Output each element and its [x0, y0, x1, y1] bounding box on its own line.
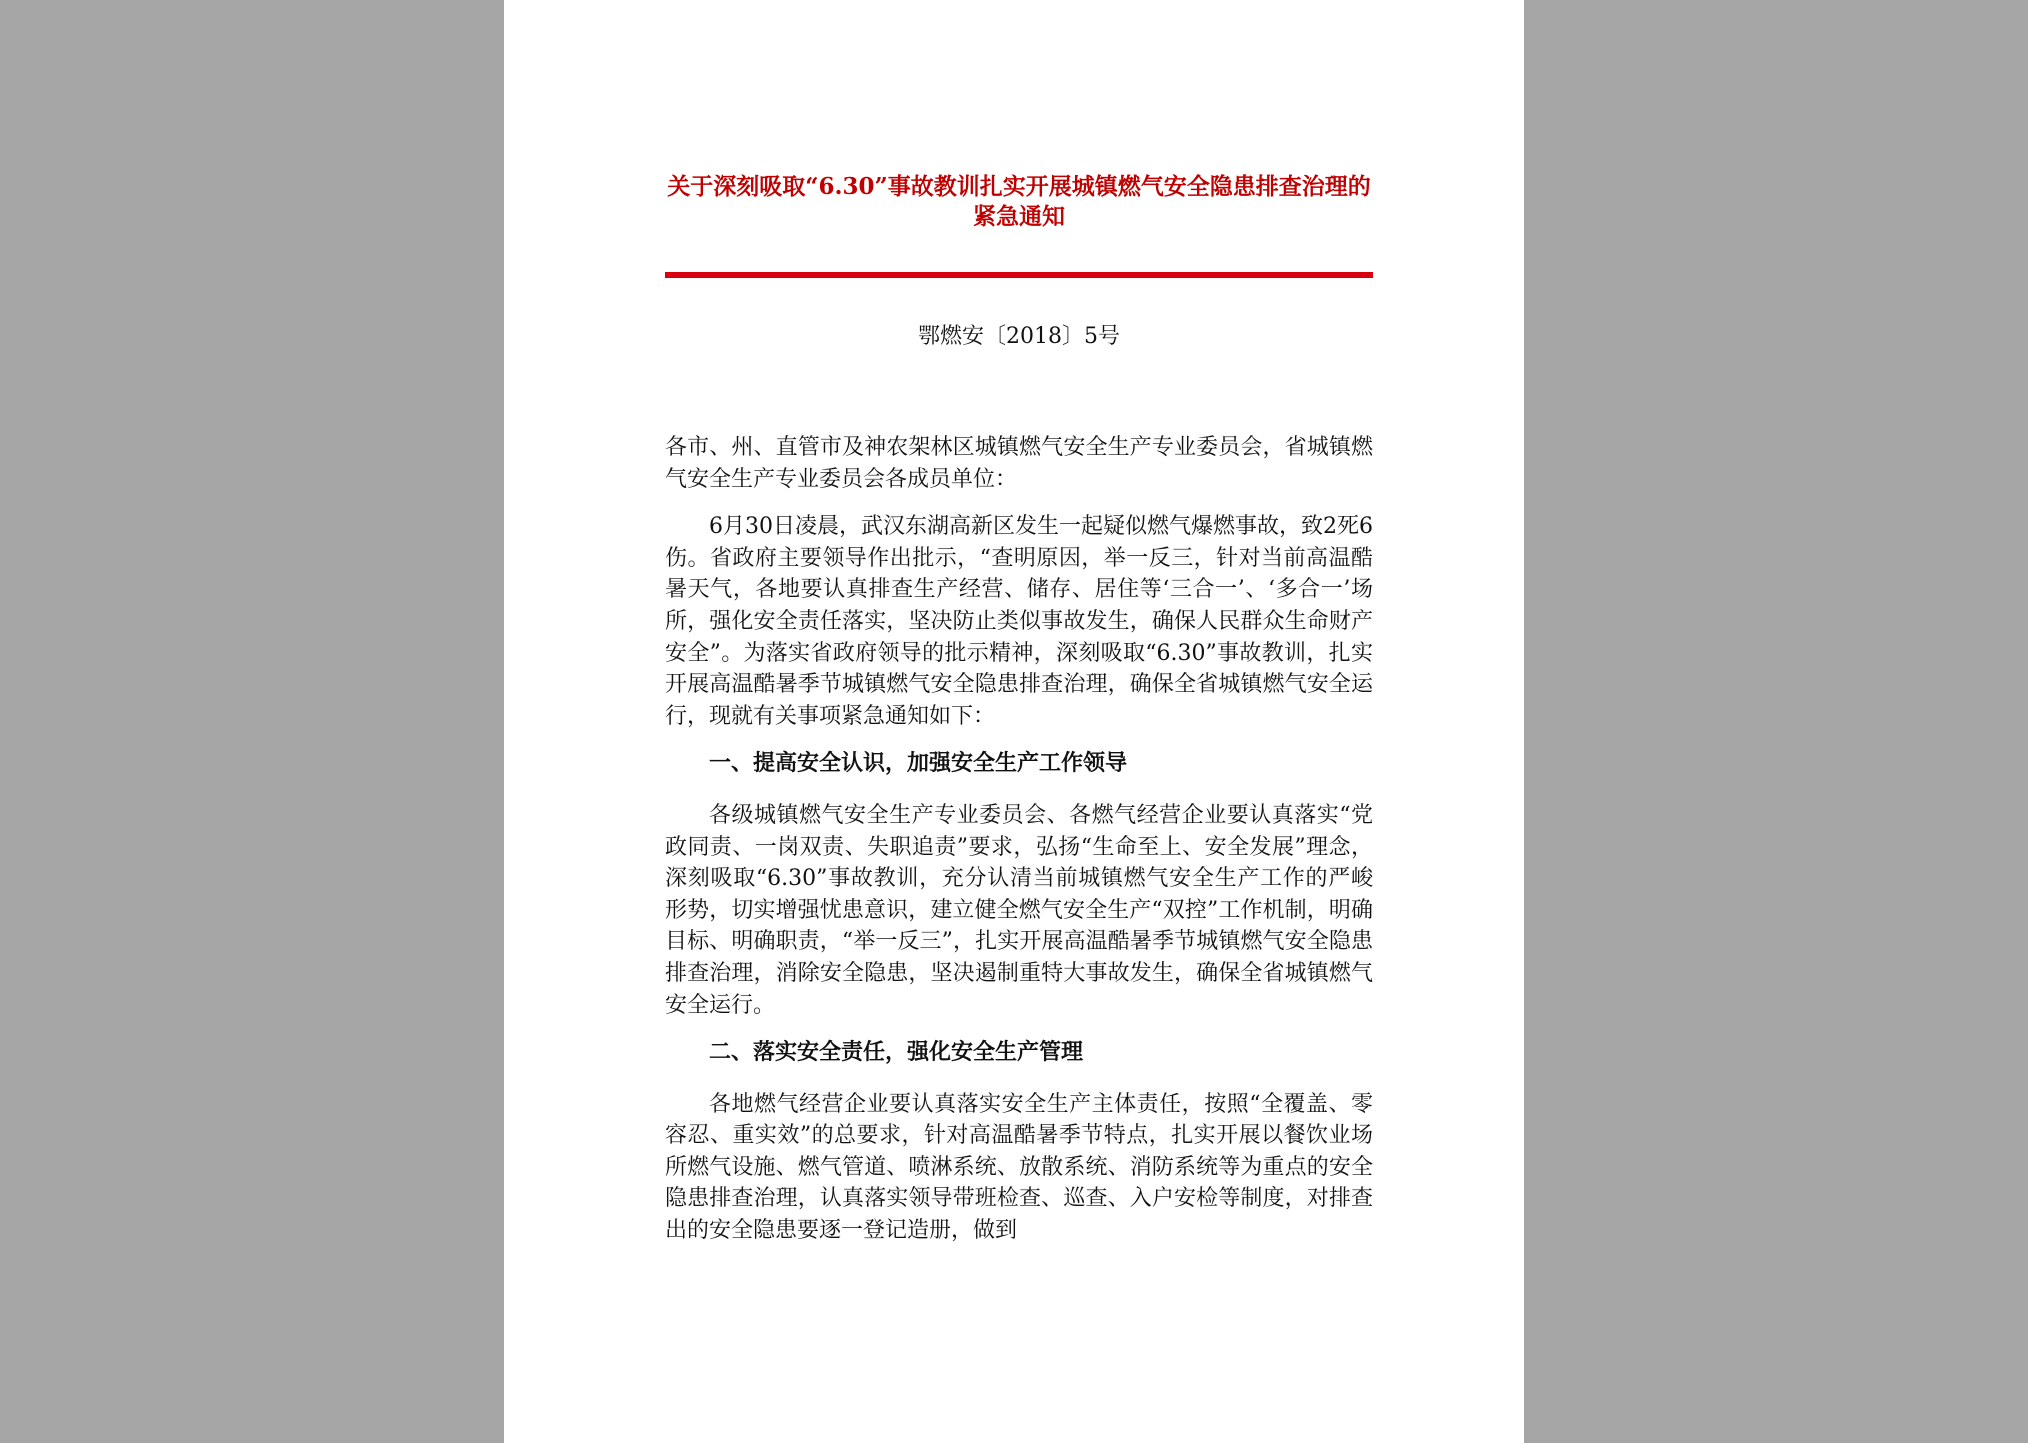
document-page: [504, 0, 1524, 1443]
section-heading-1: 一、提高安全认识，加强安全生产工作领导: [709, 750, 1128, 777]
document-number: 鄂燃安〔2018〕5号: [918, 324, 1120, 349]
salutation: 各市、州、直管市及神农架林区城镇燃气安全生产专业委员会，省城镇燃气安全生产专业委员会各成员单位：: [665, 435, 1373, 492]
section-paragraph-2: 各地燃气经营企业要认真落实安全生产主体责任，按照“全覆盖、零容忍、重实效”的总要求，针对高温酷暑季节特点，扎实开展以餐饮业场所燃气设施、燃气管道、喷淋系统、放散系统、消防系统等为重点的安全隐患排查治理，认真落实领导带班检查、巡查、入户安检等制度，对排查出的安全隐患要逐一登记造册，做到: [665, 1091, 1373, 1244]
section-paragraph-1: 各级城镇燃气安全生产专业委员会、各燃气经营企业要认真落实“党政同责、一岗双责、失职追责”要求，弘扬“生命至上、安全发展”理念，深刻吸取“6.30”事故教训，充分认清当前城镇燃气安全生产工作的严峻形势，切实增强忧患意识，建立健全燃气安全生产“双控”工作机制，明确目标、明确职责，“举一反三”，扎实开展高温酷暑季节城镇燃气安全隐患排查治理，消除安全隐患，坚决遏制重特大事故发生，确保全省城镇燃气安全运行。: [665, 802, 1373, 1018]
document-title: 关于深刻吸取“6.30”事故教训扎实开展城镇燃气安全隐患排查治理的紧急通知: [667, 173, 1371, 230]
red-header-rule: [665, 272, 1373, 278]
document-body: [665, 432, 1373, 1263]
section-heading-2: 二、落实安全责任，强化安全生产管理: [709, 1039, 1084, 1066]
intro-paragraph: 6月30日凌晨，武汉东湖高新区发生一起疑似燃气爆燃事故，致2死6伤。省政府主要领导作出批示，“查明原因，举一反三，针对当前高温酷暑天气，各地要认真排查生产经营、储存、居住等‘三合一’、‘多合一’场所，强化安全责任落实，坚决防止类似事故发生，确保人民群众生命财产安全”。为落实省政府领导的批示精神，深刻吸取“6.30”事故教训，扎实开展高温酷暑季节城镇燃气安全隐患排查治理，确保全省城镇燃气安全运行，现就有关事项紧急通知如下：: [665, 514, 1373, 729]
